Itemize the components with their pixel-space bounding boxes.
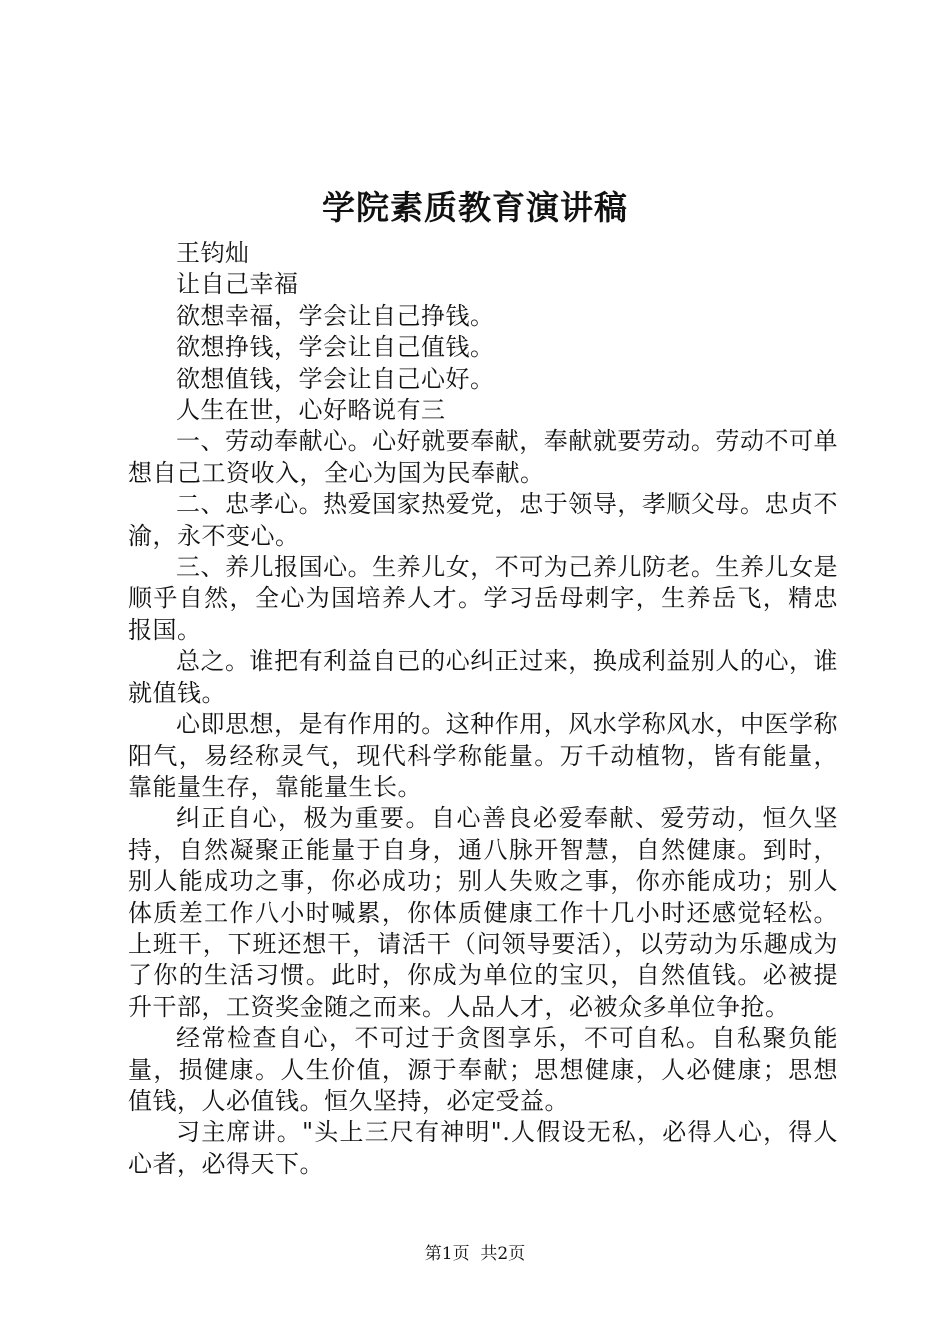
paragraph: 纠正自心，极为重要。自心善良必爱奉献、爱劳动，恒久坚持，自然凝聚正能量于自身，通八脉开智慧，自然健康。到时，别人能成功之事，你必成功；别人失败之事，你亦能成功；别人体质差工作八小时喊累，你体质健康工作十几小时还感觉轻松。上班干，下班还想干，请活干（问领导要活），以劳动为乐趣成为了你的生活习惯。此时，你成为单位的宝贝，自然值钱。必被提升干部，工资奖金随之而来。人品人才，必被众多单位争抢。	[128, 804, 838, 1021]
document-body	[128, 238, 838, 1180]
paragraph: 总之。谁把有利益自已的心纠正过来，换成利益别人的心，谁就值钱。	[128, 647, 838, 707]
paragraph: 经常检查自心，不可过于贪图享乐，不可自私。自私聚负能量，损健康。人生价值，源于奉献；思想健康，人必健康；思想值钱，人必值钱。恒久坚持，必定受益。	[128, 1024, 838, 1115]
paragraph: 欲想值钱，学会让自己心好。	[176, 364, 495, 393]
page-footer	[0, 1242, 950, 1266]
page-number: 第1页	[424, 1244, 470, 1264]
paragraph: 心即思想，是有作用的。这种作用，风水学称风水，中医学称阳气，易经称灵气，现代科学称能量。万千动植物，皆有能量，靠能量生存，靠能量生长。	[128, 710, 838, 801]
author-line: 王钧灿	[176, 239, 250, 267]
subtitle-line: 让自己幸福	[176, 270, 299, 299]
paragraph: 二、忠孝心。热爱国家热爱党，忠于领导，孝顺父母。忠贞不渝，永不变心。	[128, 490, 838, 550]
paragraph: 习主席讲。"头上三尺有神明".人假设无私，必得人心，得人心者，必得天下。	[128, 1118, 838, 1178]
paragraph: 人生在世，心好略说有三	[176, 396, 446, 425]
paragraph: 欲想幸福，学会让自己挣钱。	[176, 301, 495, 330]
paragraph: 一、劳动奉献心。心好就要奉献，奉献就要劳动。劳动不可单想自己工资收入，全心为国为民奉献。	[128, 427, 838, 487]
paragraph: 欲想挣钱，学会让自己值钱。	[176, 333, 495, 362]
page-total: 共2页	[480, 1244, 526, 1264]
paragraph: 三、养儿报国心。生养儿女，不可为己养儿防老。生养儿女是顺乎自然，全心为国培养人才。学习岳母刺字，生养岳飞，精忠报国。	[128, 553, 838, 644]
document-title: 学院素质教育演讲稿	[322, 188, 628, 227]
